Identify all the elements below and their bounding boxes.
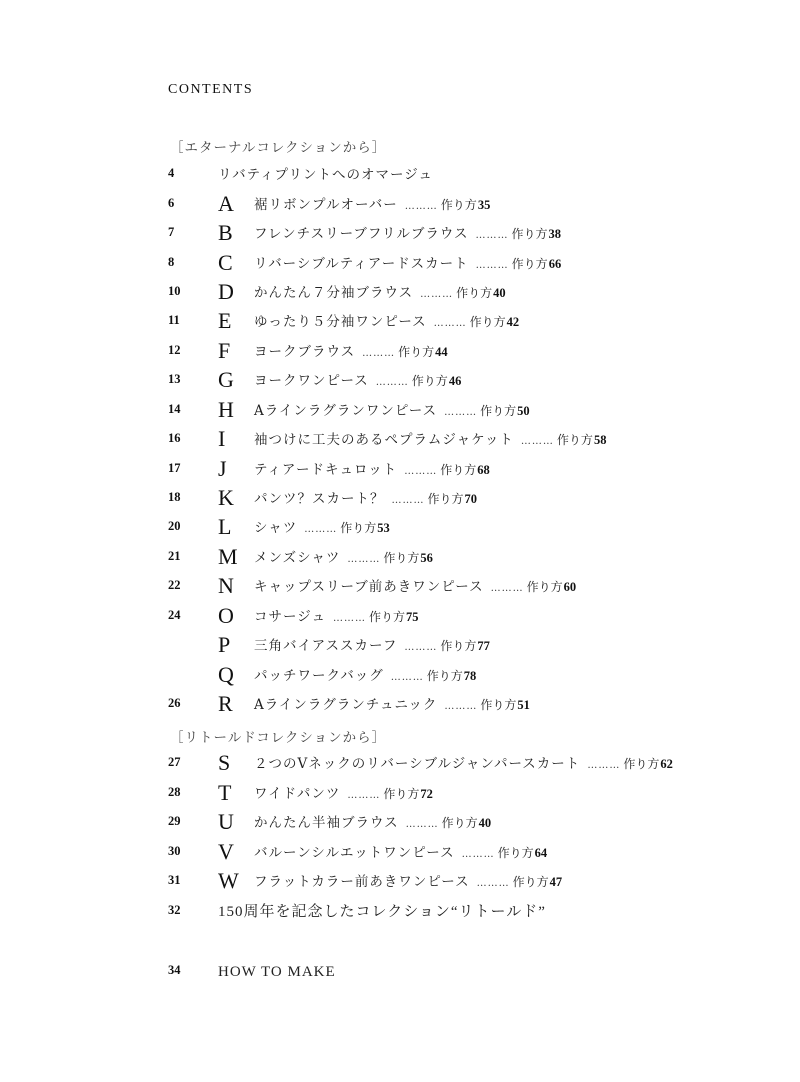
page-number: 18 [168, 490, 181, 504]
leader-dots: ……… [405, 819, 439, 830]
leader-dots: ……… [347, 554, 381, 565]
item-title: フラットカラー前あきワンピース [254, 874, 470, 890]
how-to-make-page: 68 [477, 463, 490, 477]
how-to-make-page: 77 [477, 639, 490, 653]
item-title: かんたん半袖ブラウス [254, 815, 399, 831]
item-letter: A [218, 191, 234, 216]
contents-row[interactable] [0, 425, 800, 453]
contents-row[interactable] [0, 219, 800, 247]
leader-dots: ……… [332, 613, 366, 624]
how-to-make-label: 作り方 [368, 610, 405, 624]
page-number: 10 [168, 284, 181, 298]
how-to-make-page: 38 [548, 227, 561, 241]
page-number: 21 [168, 549, 181, 563]
item-letter: I [218, 426, 226, 451]
contents-row[interactable] [0, 631, 800, 659]
page-number: 14 [168, 402, 181, 416]
item-title: ゆったり５分袖ワンピース [254, 314, 427, 330]
page-number: 24 [168, 608, 181, 622]
contents-row[interactable] [0, 160, 800, 188]
how-to-make-label: 作り方 [398, 345, 435, 359]
leader-dots: ……… [375, 377, 409, 388]
item-letter: P [218, 632, 231, 657]
page-number: 31 [168, 873, 181, 887]
item-letter: S [218, 750, 231, 775]
how-to-make-label: 作り方 [497, 846, 534, 860]
item-letter: W [218, 868, 239, 893]
page-number: 6 [168, 196, 175, 210]
item-letter: V [218, 839, 234, 864]
how-to-make-label: 作り方 [383, 551, 420, 565]
page-heading: CONTENTS [168, 82, 254, 97]
leader-dots: ……… [444, 701, 478, 712]
item-title: コサージュ [254, 609, 326, 625]
leader-dots: ……… [404, 201, 438, 212]
item-letter: M [218, 544, 238, 569]
how-to-make-page: 46 [448, 374, 462, 388]
how-to-make-label: 作り方 [440, 198, 477, 212]
entry-text [254, 255, 561, 274]
entry-text [254, 461, 490, 480]
how-to-make-page: 70 [464, 492, 478, 506]
section-eternal-collection: ［エターナルコレクションから］ [170, 140, 387, 156]
contents-row[interactable] [0, 190, 800, 218]
item-title: 150周年を記念したコレクション“リトールド” [218, 904, 546, 920]
item-letter: G [218, 367, 234, 392]
page-number: 11 [168, 313, 180, 327]
leader-dots: ……… [444, 407, 478, 418]
entry-text [254, 402, 530, 421]
page-number: 32 [168, 903, 181, 917]
page-number: 34 [168, 963, 181, 977]
how-to-make-page: 78 [463, 669, 477, 683]
how-to-make-page: 35 [477, 198, 491, 212]
leader-dots: ……… [475, 230, 509, 241]
how-to-make-label: 作り方 [511, 227, 548, 241]
item-letter: B [218, 220, 233, 245]
leader-dots: ……… [391, 495, 425, 506]
entry-text [254, 755, 673, 774]
how-to-make-label: 作り方 [480, 698, 517, 712]
contents-row[interactable] [0, 690, 800, 718]
item-title: Aラインラグランチュニック [254, 697, 438, 713]
page-number: 26 [168, 696, 181, 710]
how-to-make-page: 60 [563, 580, 577, 594]
contents-row[interactable] [0, 897, 800, 925]
how-to-make-page: 47 [549, 875, 563, 889]
item-letter: U [218, 809, 234, 834]
item-title: HOW TO MAKE [218, 964, 336, 980]
item-title: リバーシブルティアードスカート [254, 256, 469, 272]
leader-dots: ……… [587, 760, 621, 771]
page-number: 4 [168, 166, 175, 180]
contents-row[interactable] [0, 808, 800, 836]
how-to-make-page: 42 [506, 315, 520, 329]
item-letter: E [218, 308, 232, 333]
entry-text [254, 225, 561, 244]
item-letter: C [218, 250, 233, 275]
item-title: かんたん７分袖ブラウス [254, 285, 414, 301]
contents-row[interactable] [0, 838, 800, 866]
contents-row[interactable] [0, 543, 800, 571]
leader-dots: ……… [475, 260, 509, 271]
contents-row[interactable] [0, 779, 800, 807]
item-title: パッチワークバッグ [254, 668, 384, 684]
item-title: ２つのVネックのリバーシブルジャンパースカート [254, 756, 581, 772]
entry-text [254, 578, 576, 597]
leader-dots: ……… [461, 849, 495, 860]
leader-dots: ……… [476, 878, 510, 889]
how-to-make-label: 作り方 [623, 757, 660, 771]
item-letter: R [218, 691, 233, 716]
page-number: 28 [168, 785, 181, 799]
how-to-make-label: 作り方 [440, 639, 477, 653]
leader-dots: ……… [347, 790, 381, 801]
leader-dots: ……… [304, 524, 338, 535]
item-title: ヨークワンピース [254, 373, 369, 389]
contents-row[interactable] [0, 337, 800, 365]
contents-row[interactable] [0, 396, 800, 424]
item-title: メンズシャツ [254, 550, 341, 566]
item-letter: O [218, 603, 234, 628]
how-to-make-page: 56 [420, 551, 433, 565]
page-number: 7 [168, 225, 175, 239]
item-title: バルーンシルエットワンピース [254, 845, 455, 861]
entry-text [254, 372, 461, 391]
how-to-make-page: 66 [548, 257, 562, 271]
item-letter: T [218, 780, 232, 805]
contents-row[interactable] [0, 484, 800, 512]
entry-text [254, 519, 390, 538]
how-to-make-label: 作り方 [440, 463, 477, 477]
leader-dots: ……… [404, 642, 438, 653]
how-to-make-label: 作り方 [512, 875, 549, 889]
how-to-make-page: 75 [405, 610, 419, 624]
item-title: ヨークブラウス [254, 344, 356, 360]
entry-text [254, 196, 490, 215]
item-title: パンツ？スカート？ [254, 491, 385, 507]
leader-dots: ……… [520, 436, 554, 447]
page-number: 22 [168, 578, 181, 592]
item-title: 裾リボンプルオーバー [254, 197, 398, 213]
page-number: 16 [168, 431, 181, 445]
contents-row[interactable] [0, 749, 800, 777]
entry-text [254, 608, 418, 627]
item-letter: H [218, 397, 234, 422]
page-number: 27 [168, 755, 181, 769]
section-retold-collection: ［リトールドコレクションから］ [170, 730, 387, 746]
item-title: ティアードキュロット [254, 462, 398, 478]
contents-row[interactable] [0, 957, 800, 985]
page-number: 12 [168, 343, 181, 357]
contents-row[interactable] [0, 455, 800, 483]
entry-text [254, 814, 491, 833]
how-to-make-label: 作り方 [427, 492, 464, 506]
how-to-make-page: 64 [534, 846, 548, 860]
contents-row[interactable] [0, 307, 800, 335]
how-to-make-label: 作り方 [441, 816, 478, 830]
entry-text [254, 873, 562, 892]
entry-text [254, 696, 530, 715]
how-to-make-page: 72 [420, 787, 433, 801]
contents-row[interactable] [0, 602, 800, 630]
how-to-make-label: 作り方 [426, 669, 463, 683]
item-letter: Q [218, 662, 234, 687]
how-to-make-page: 58 [593, 433, 607, 447]
leader-dots: ……… [390, 672, 424, 683]
entry-text [254, 637, 490, 656]
how-to-make-label: 作り方 [480, 404, 517, 418]
leader-dots: ……… [362, 348, 396, 359]
contents-row[interactable] [0, 366, 800, 394]
page-number: 8 [168, 255, 175, 269]
how-to-make-label: 作り方 [411, 374, 448, 388]
item-letter: J [218, 456, 227, 481]
entry-text [218, 963, 336, 980]
how-to-make-page: 40 [478, 816, 492, 830]
item-letter: D [218, 279, 234, 304]
item-title: ワイドパンツ [254, 786, 341, 802]
item-letter: F [218, 338, 231, 363]
leader-dots: ……… [490, 583, 524, 594]
how-to-make-page: 53 [377, 521, 390, 535]
how-to-make-label: 作り方 [511, 257, 548, 271]
how-to-make-label: 作り方 [456, 286, 493, 300]
item-title: Aラインラグランワンピース [254, 403, 438, 419]
contents-row[interactable] [0, 513, 800, 541]
item-title: 三角バイアススカーフ [254, 638, 398, 654]
item-letter: L [218, 514, 232, 539]
entry-text [254, 343, 448, 362]
page-number: 30 [168, 844, 181, 858]
entry-text [254, 490, 477, 509]
item-title: リバティプリントへのオマージュ [218, 167, 433, 183]
page-number: 17 [168, 461, 181, 475]
contents-row[interactable] [0, 278, 800, 306]
how-to-make-label: 作り方 [383, 787, 420, 801]
entry-text [254, 313, 519, 332]
contents-row[interactable] [0, 249, 800, 277]
item-title: フレンチスリーブフリルブラウス [254, 226, 469, 242]
how-to-make-page: 40 [493, 286, 506, 300]
how-to-make-page: 51 [517, 698, 530, 712]
item-title: キャップスリーブ前あきワンピース [254, 579, 484, 595]
contents-row[interactable] [0, 867, 800, 895]
entry-text [254, 431, 606, 450]
item-letter: K [218, 485, 234, 510]
entry-text [254, 785, 433, 804]
entry-text [218, 903, 546, 920]
contents-row[interactable] [0, 572, 800, 600]
leader-dots: ……… [420, 289, 454, 300]
entry-text [254, 844, 547, 863]
leader-dots: ……… [433, 318, 467, 329]
page-number: 13 [168, 372, 181, 386]
how-to-make-label: 作り方 [556, 433, 593, 447]
how-to-make-page: 62 [660, 757, 673, 771]
entry-text [254, 284, 506, 303]
entry-text [254, 667, 476, 686]
how-to-make-label: 作り方 [526, 580, 563, 594]
how-to-make-page: 44 [435, 345, 448, 359]
entry-text [254, 549, 433, 568]
leader-dots: ……… [404, 466, 438, 477]
page-number: 20 [168, 519, 181, 533]
page-number: 29 [168, 814, 181, 828]
how-to-make-label: 作り方 [340, 521, 377, 535]
item-title: シャツ [254, 520, 298, 536]
item-letter: N [218, 573, 234, 598]
contents-row[interactable] [0, 661, 800, 689]
entry-text [218, 166, 433, 183]
how-to-make-page: 50 [517, 404, 530, 418]
how-to-make-label: 作り方 [469, 315, 506, 329]
item-title: 袖つけに工夫のあるペプラムジャケット [254, 432, 514, 448]
